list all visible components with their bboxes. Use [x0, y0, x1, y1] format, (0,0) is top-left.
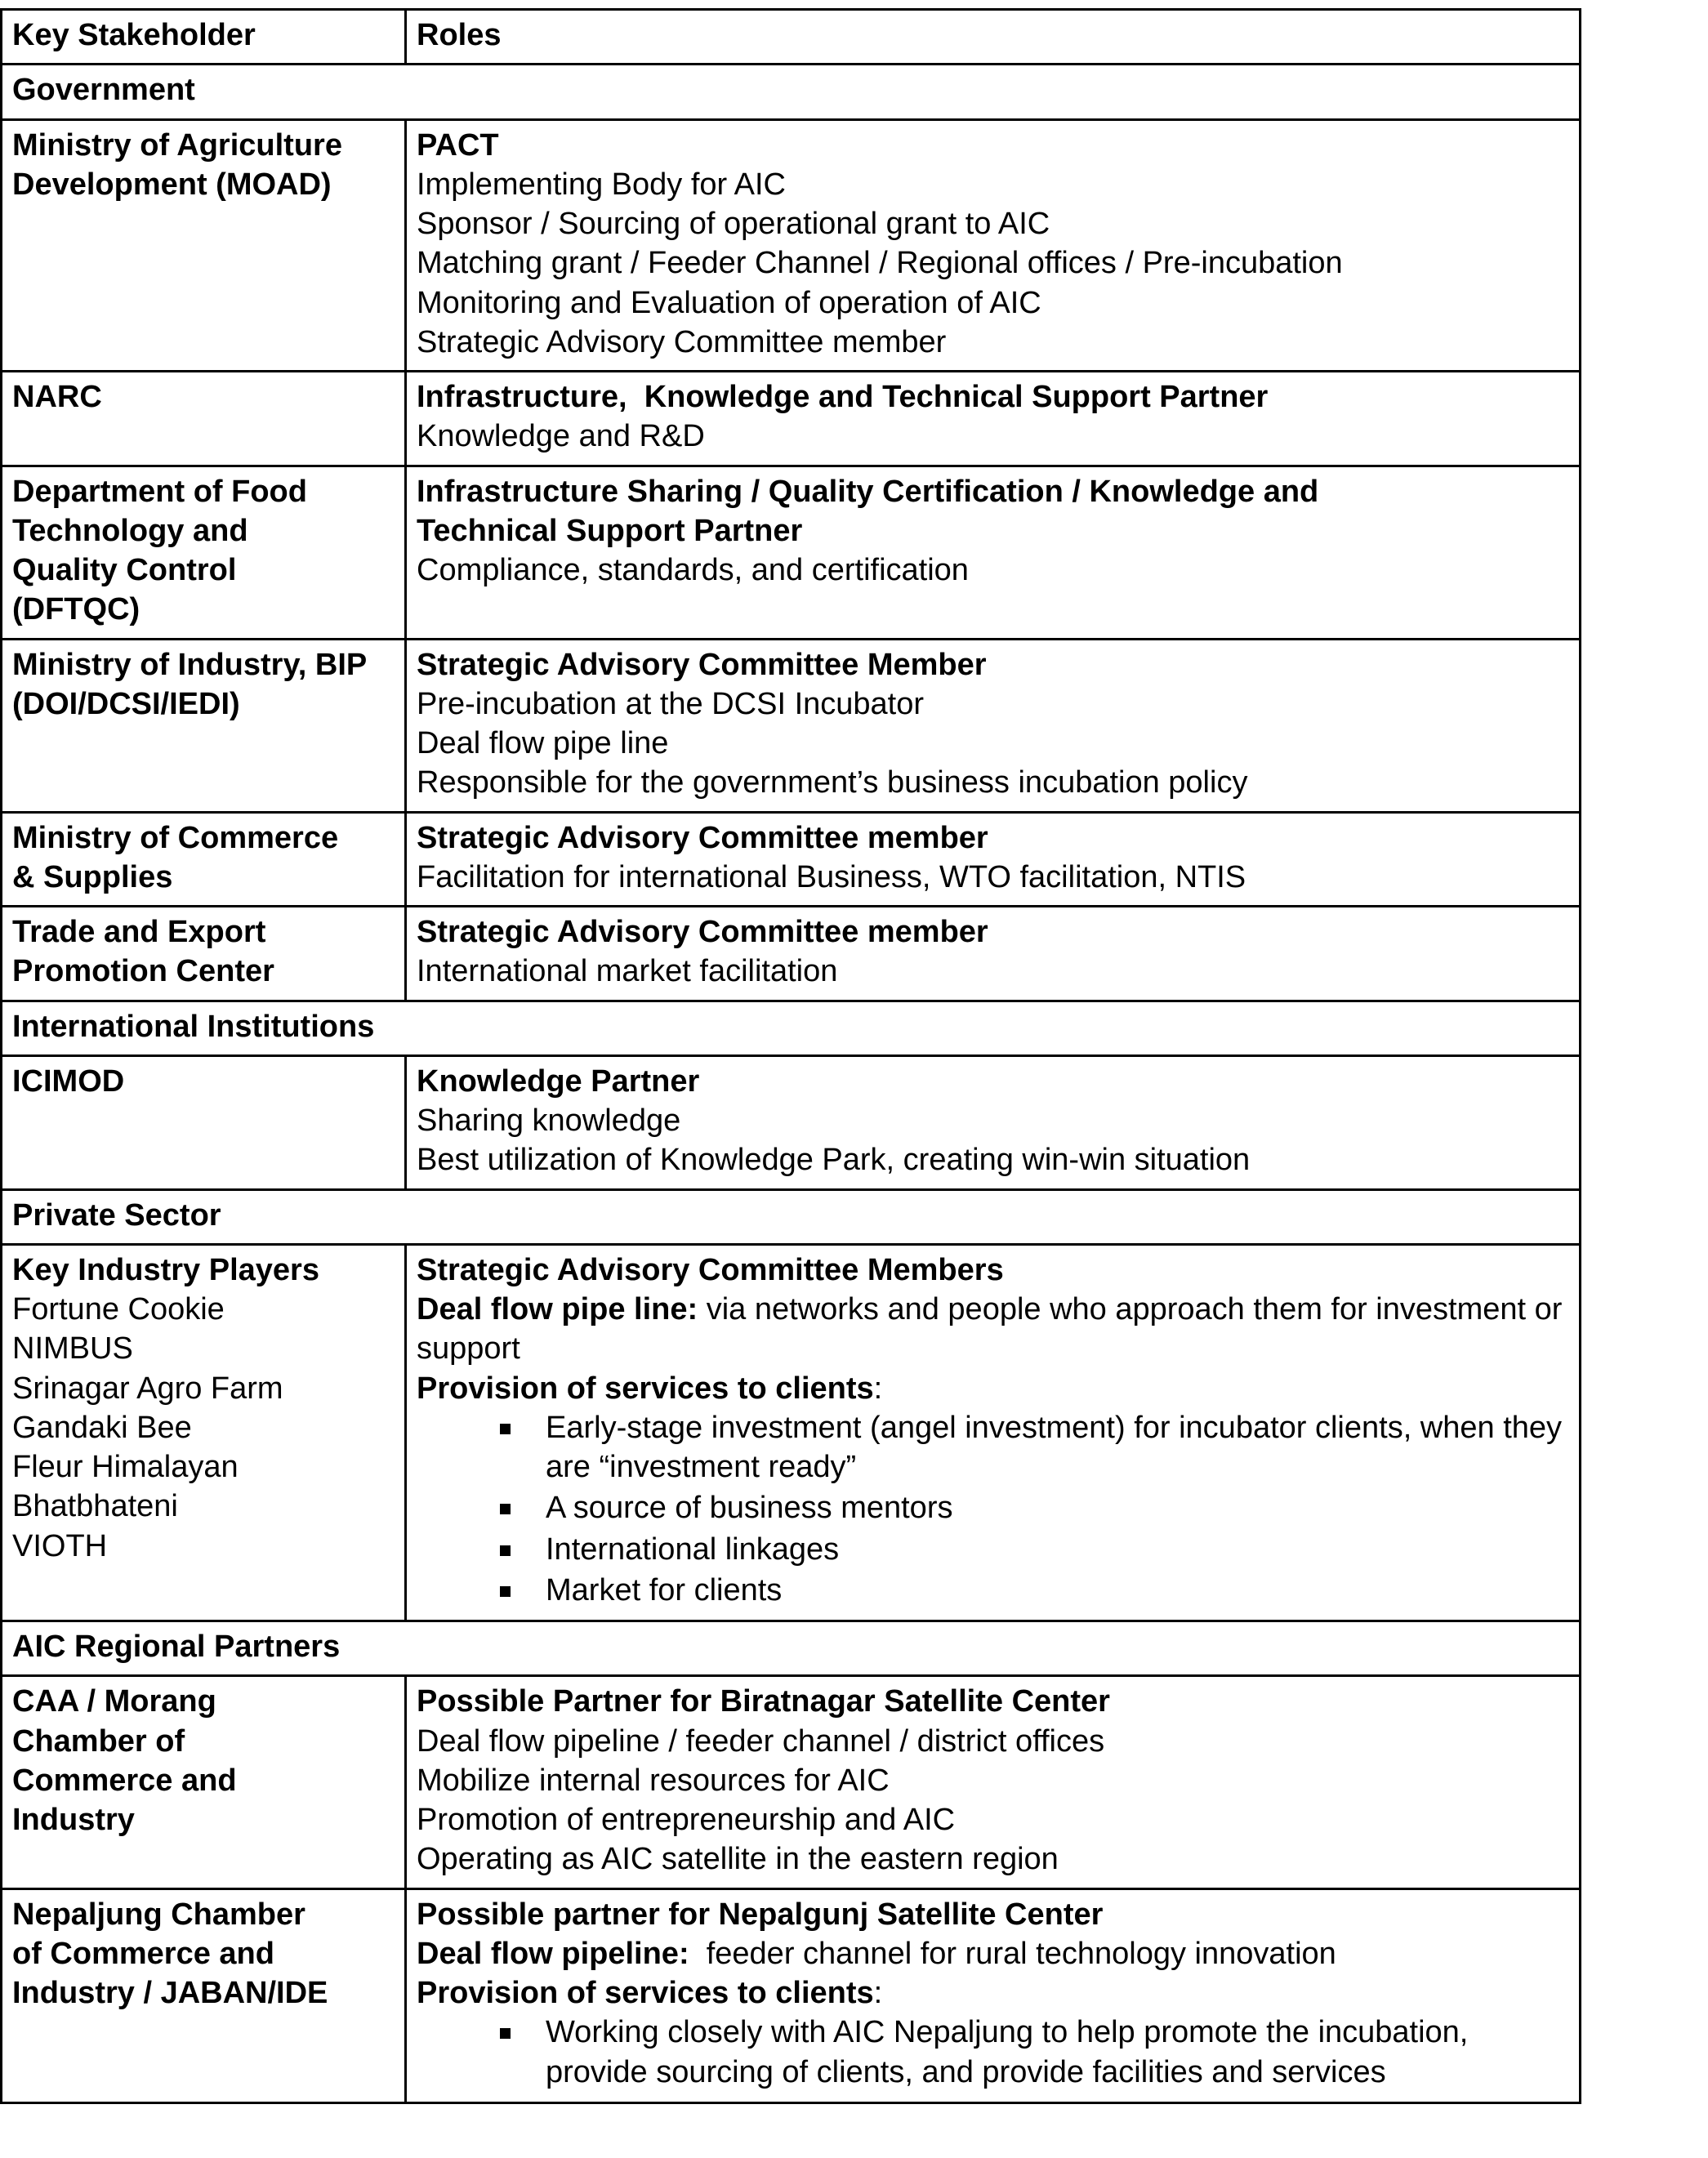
- stakeholder-name-line: & Supplies: [12, 859, 173, 894]
- stakeholder-roles-icimod: [406, 1055, 1581, 1189]
- stakeholder-name-caa-morang: [2, 1676, 406, 1888]
- role-line: Mobilize internal resources for AIC: [417, 1763, 890, 1798]
- stakeholder-name-line: Ministry of Agriculture: [12, 127, 342, 163]
- stakeholder-name-line: ICIMOD: [12, 1063, 125, 1099]
- stakeholder-name-icimod: [2, 1055, 406, 1189]
- stakeholder-name-line: Fortune Cookie: [12, 1292, 225, 1326]
- role-line: Best utilization of Knowledge Park, creating win-win situation: [417, 1143, 1251, 1178]
- role-bullet-list: [417, 2013, 1569, 2092]
- role-line: Strategic Advisory Committee Members: [417, 1252, 1004, 1287]
- stakeholder-name-line: of Commerce and: [12, 1936, 274, 1971]
- stakeholder-name-line: Industry: [12, 1803, 135, 1837]
- section-header-aic-regional-partners: AIC Regional Partners: [2, 1621, 1581, 1676]
- role-bullet-item: Early-stage investment (angel investment) for incubator clients, when they are “investment ready”: [495, 1408, 1569, 1487]
- role-line: Facilitation for international Business, WTO facilitation, NTIS: [417, 859, 1246, 894]
- stakeholder-roles-key-industry-players: [406, 1244, 1581, 1621]
- stakeholder-name-line: Key Industry Players: [12, 1252, 319, 1287]
- table-row: [2, 466, 1581, 639]
- square-bullet-icon: [500, 2028, 511, 2039]
- role-bullet-item: Working closely with AIC Nepaljung to help promote the incubation, provide sourcing of clients, and provide facilities and services: [495, 2013, 1569, 2092]
- table-body: [2, 10, 1581, 2103]
- table-row: [2, 639, 1581, 812]
- section-header-private-sector: Private Sector: [2, 1189, 1581, 1244]
- role-line: Strategic Advisory Committee member: [417, 324, 947, 359]
- stakeholder-name-line: Industry / JABAN/IDE: [12, 1976, 328, 2010]
- stakeholder-name-line: Development (MOAD): [12, 167, 332, 202]
- role-line: Deal flow pipe line: via networks and people who approach them for investment or support: [417, 1292, 1571, 1367]
- stakeholder-name-line: Commerce and: [12, 1763, 237, 1798]
- stakeholder-name-line: Department of Food: [12, 474, 307, 509]
- stakeholder-name-line: NIMBUS: [12, 1331, 133, 1367]
- table-row: [2, 812, 1581, 907]
- role-line-emphasis: Deal flow pipeline:: [417, 1936, 689, 1971]
- column-header-roles: Roles: [406, 10, 1581, 65]
- role-line: Monitoring and Evaluation of operation of AIC: [417, 285, 1041, 320]
- section-header-row: [2, 1189, 1581, 1244]
- role-bullet-item: International linkages: [495, 1530, 1569, 1569]
- role-line: Provision of services to clients:: [417, 1371, 883, 1406]
- role-bullet-list: [417, 1408, 1569, 1610]
- stakeholder-roles-tepc: [406, 907, 1581, 1001]
- role-line: Implementing Body for AIC: [417, 167, 786, 202]
- role-line: Sponsor / Sourcing of operational grant to AIC: [417, 207, 1050, 241]
- square-bullet-icon: [500, 1504, 511, 1514]
- role-line: Deal flow pipeline / feeder channel / district offices: [417, 1723, 1105, 1759]
- role-line: Possible Partner for Biratnagar Satellite Center: [417, 1684, 1110, 1719]
- stakeholder-name-narc: [2, 372, 406, 466]
- role-line: Provision of services to clients:: [417, 1976, 883, 2010]
- role-line: Technical Support Partner: [417, 513, 803, 548]
- stakeholder-name-line: Chamber of: [12, 1723, 185, 1759]
- role-line-emphasis: Provision of services to clients: [417, 1976, 874, 2010]
- stakeholder-roles-moi-bip: [406, 639, 1581, 812]
- stakeholder-name-tepc: [2, 907, 406, 1001]
- stakeholder-name-moc-supplies: [2, 812, 406, 907]
- table-row: [2, 119, 1581, 372]
- role-line-emphasis: Provision of services to clients: [417, 1371, 874, 1406]
- table-row: [2, 1888, 1581, 2102]
- stakeholder-roles-nepaljung-chamber: [406, 1888, 1581, 2102]
- role-bullet-item: A source of business mentors: [495, 1488, 1569, 1527]
- role-line: Strategic Advisory Committee member: [417, 820, 988, 855]
- column-header-stakeholder: Key Stakeholder: [2, 10, 406, 65]
- stakeholder-name-line: NARC: [12, 380, 102, 414]
- stakeholder-name-line: Technology and: [12, 513, 248, 548]
- stakeholder-name-line: CAA / Morang: [12, 1684, 216, 1719]
- stakeholder-name-key-industry-players: [2, 1244, 406, 1621]
- section-header-row: [2, 65, 1581, 119]
- role-line: Promotion of entrepreneurship and AIC: [417, 1803, 956, 1837]
- role-line: Infrastructure Sharing / Quality Certification / Knowledge and: [417, 474, 1319, 509]
- stakeholder-roles-narc: [406, 372, 1581, 466]
- role-line: Matching grant / Feeder Channel / Regional offices / Pre-incubation: [417, 246, 1343, 281]
- stakeholder-name-line: Ministry of Industry, BIP: [12, 647, 368, 682]
- stakeholder-name-line: Quality Control: [12, 553, 237, 587]
- table-row: [2, 1244, 1581, 1621]
- stakeholder-roles-table: [0, 8, 1581, 2104]
- stakeholder-name-line: Promotion Center: [12, 954, 274, 989]
- stakeholder-name-line: Gandaki Bee: [12, 1410, 192, 1445]
- table-row: [2, 1676, 1581, 1888]
- role-line: Sharing knowledge: [417, 1104, 681, 1138]
- stakeholder-name-line: Bhatbhateni: [12, 1489, 178, 1524]
- stakeholder-name-line: Trade and Export: [12, 915, 266, 949]
- role-line: Deal flow pipeline: feeder channel for rural technology innovation: [417, 1936, 1336, 1971]
- role-line: Pre-incubation at the DCSI Incubator: [417, 686, 925, 721]
- role-line: Deal flow pipe line: [417, 726, 669, 760]
- role-line: Compliance, standards, and certification: [417, 553, 969, 587]
- role-line: Operating as AIC satellite in the eastern region: [417, 1842, 1059, 1877]
- stakeholder-name-line: Ministry of Commerce: [12, 820, 339, 855]
- stakeholder-name-moi-bip: [2, 639, 406, 812]
- stakeholder-name-line: Nepaljung Chamber: [12, 1897, 305, 1932]
- section-header-government: Government: [2, 65, 1581, 119]
- role-line: Strategic Advisory Committee Member: [417, 647, 987, 682]
- stakeholder-roles-dftqc: [406, 466, 1581, 639]
- role-bullet-item: Market for clients: [495, 1571, 1569, 1610]
- stakeholder-name-line: (DFTQC): [12, 592, 140, 627]
- stakeholder-name-moad: [2, 119, 406, 372]
- stakeholder-name-line: Fleur Himalayan: [12, 1450, 239, 1484]
- stakeholder-roles-moc-supplies: [406, 812, 1581, 907]
- square-bullet-icon: [500, 1545, 511, 1556]
- role-line-emphasis: Deal flow pipe line:: [417, 1292, 698, 1326]
- stakeholder-name-nepaljung-chamber: [2, 1888, 406, 2102]
- role-line: Knowledge Partner: [417, 1063, 700, 1099]
- stakeholder-name-line: VIOTH: [12, 1528, 108, 1563]
- role-line: Infrastructure, Knowledge and Technical Support Partner: [417, 380, 1269, 414]
- table-row: [2, 1055, 1581, 1189]
- stakeholder-name-line: (DOI/DCSI/IEDI): [12, 686, 240, 721]
- role-line: Possible partner for Nepalgunj Satellite Center: [417, 1897, 1104, 1932]
- square-bullet-icon: [500, 1586, 511, 1597]
- table-row: [2, 907, 1581, 1001]
- section-header-row: [2, 1621, 1581, 1676]
- role-line: Strategic Advisory Committee member: [417, 915, 988, 949]
- stakeholder-roles-caa-morang: [406, 1676, 1581, 1888]
- role-line: PACT: [417, 127, 499, 163]
- section-header-international-institutions: International Institutions: [2, 1001, 1581, 1055]
- section-header-row: [2, 1001, 1581, 1055]
- stakeholder-name-line: Srinagar Agro Farm: [12, 1371, 283, 1406]
- table-row: [2, 372, 1581, 466]
- table-header-row: [2, 10, 1581, 65]
- role-line: Responsible for the government’s business incubation policy: [417, 765, 1248, 800]
- role-line: Knowledge and R&D: [417, 419, 705, 454]
- square-bullet-icon: [500, 1424, 511, 1434]
- stakeholder-name-dftqc: [2, 466, 406, 639]
- role-line: International market facilitation: [417, 954, 838, 989]
- stakeholder-roles-moad: [406, 119, 1581, 372]
